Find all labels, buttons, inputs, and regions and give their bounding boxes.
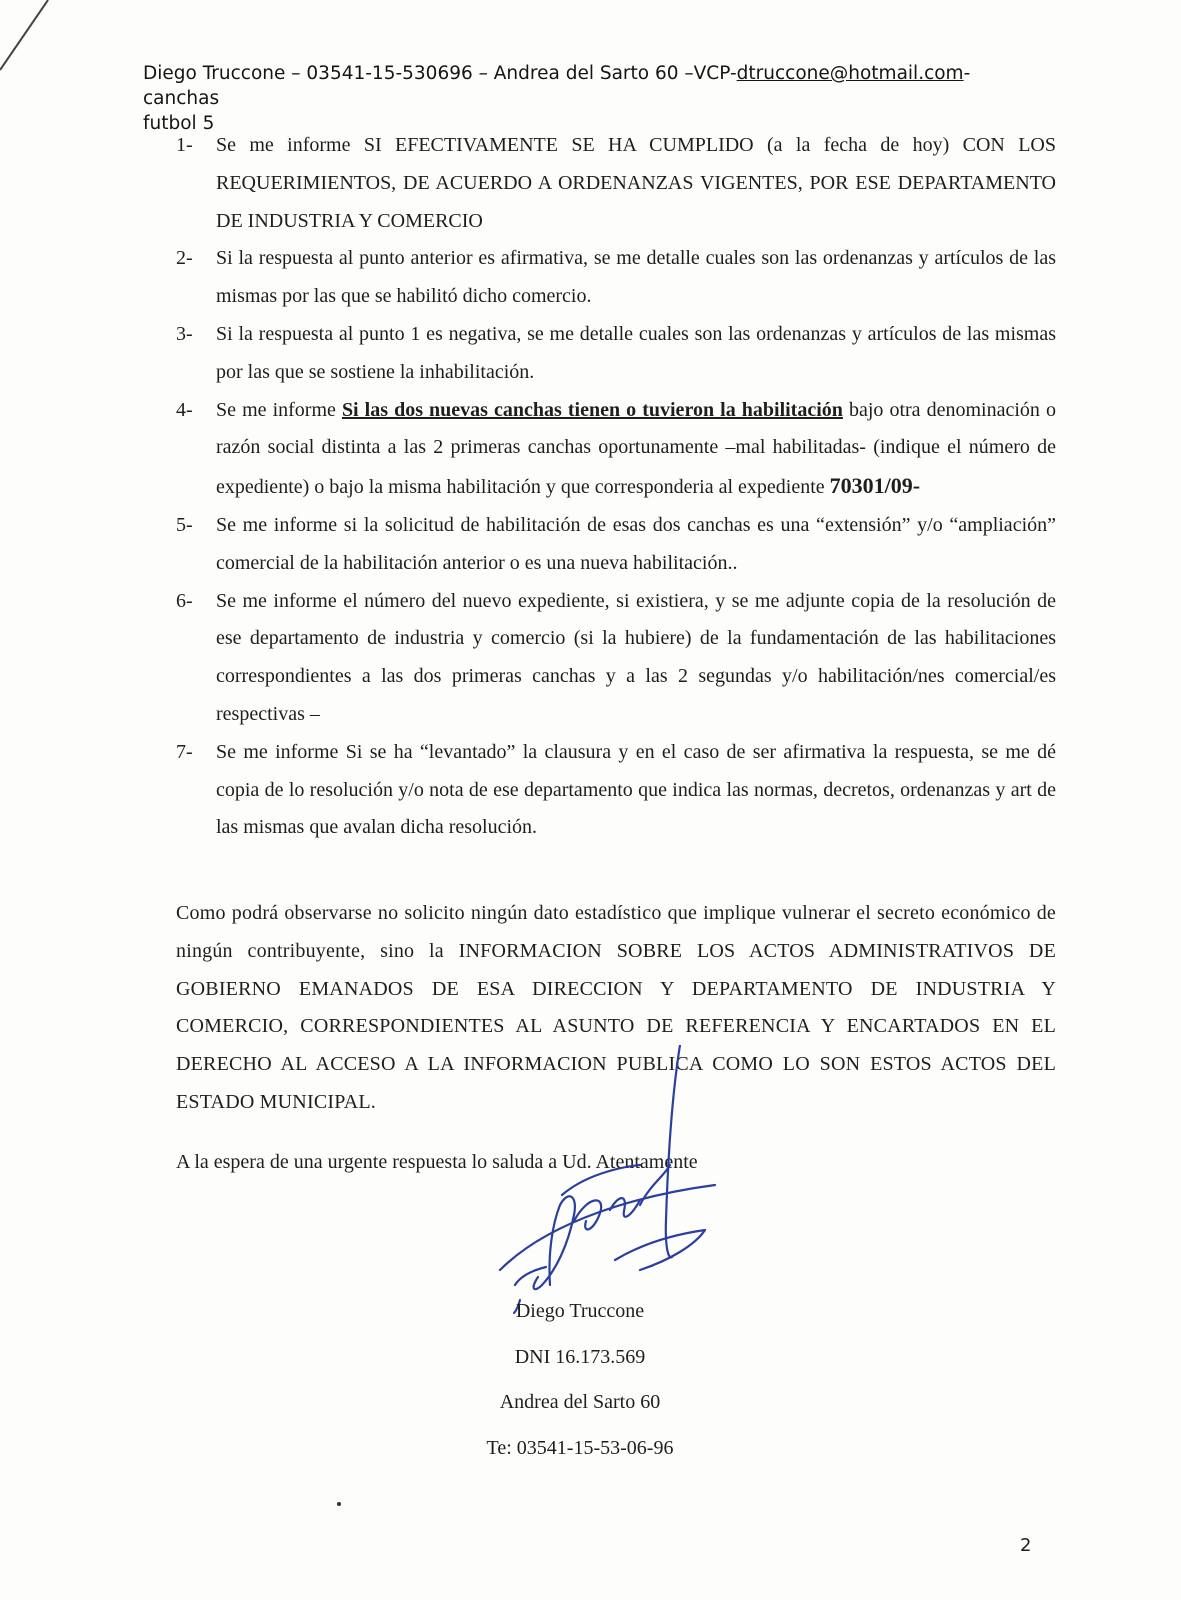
handwritten-signature — [490, 1045, 720, 1315]
list-item-number: 4- — [176, 398, 193, 421]
signature-block — [430, 1289, 730, 1471]
page-corner-fold — [0, 0, 60, 90]
emphasized-question: Si las dos nuevas canchas tienen o tuvieron la habilitación — [341, 398, 843, 421]
list-item — [176, 507, 1056, 583]
list-item-text — [216, 392, 1056, 507]
list-item-text: Se me informe si la solicitud de habilitación de esas dos canchas es una “extensión” y/o “ampliación” comercial de la habilitación anterior o es una nueva habilitación.. — [216, 513, 1056, 574]
list-item-text: Si la respuesta al punto anterior es afirmativa, se me detalle cuales son las ordenanzas y artículos de las mismas por las que se habilitó dicho comercio. — [216, 247, 1056, 308]
list-item-number: 1- — [176, 134, 193, 156]
list-item-text: Si la respuesta al punto 1 es negativa, se me detalle cuales son las ordenanzas y artículos de las mismas por las que se sostiene la inhabilitación. — [216, 322, 1056, 383]
list-item-number: 5- — [176, 513, 193, 536]
header-subject: - canchas — [143, 63, 971, 109]
signer-name: Diego Truccone — [515, 1300, 645, 1322]
list-item-number: 2- — [176, 247, 193, 270]
expediente-number: 70301/09- — [829, 473, 921, 499]
header-contact: Diego Truccone – 03541-15-530696 – Andrea del Sarto 60 –VCP- — [143, 63, 737, 84]
header-line-1 — [143, 61, 1043, 111]
letter-header — [143, 61, 1043, 136]
list-item — [176, 583, 1056, 734]
list-item-text: Se me informe el número del nuevo expediente, si existiera, y se me adjunte copia de la resolución de ese departamento de industria y comercio (si la hubiere) de la fundamentación de las habilitaciones correspondientes a las dos primeras canchas y a las 2 segundas y/o habilitación/nes comercial/es respectivas – — [216, 589, 1056, 725]
list-item-text: Se me informe SI EFECTIVAMENTE SE HA CUMPLIDO (a la fecha de hoy) CON LOS REQUERIMIENTOS, DE ACUERDO A ORDENANZAS VIGENTES, POR ESE DEPARTAMENTO DE INDUSTRIA Y COMERCIO — [216, 134, 1056, 232]
list-item — [176, 392, 1056, 507]
header-email-link[interactable]: dtruccone@hotmail.com — [736, 63, 964, 84]
header-line-2: futbol 5 — [143, 113, 215, 134]
signer-address: Andrea del Sarto 60 — [499, 1391, 661, 1413]
request-list — [176, 127, 1056, 847]
signer-dni: DNI 16.173.569 — [514, 1345, 646, 1368]
signer-phone: Te: 03541-15-53-06-96 — [486, 1436, 674, 1459]
list-item-text: Se me informe Si se ha “levantado” la clausura y en el caso de ser afirmativa la respuesta, se me dé copia de lo resolución y/o nota de ese departamento que indica las normas, decretos, ordenanzas y art de las mismas que avalan dicha resolución. — [216, 740, 1056, 839]
list-item — [176, 240, 1056, 316]
list-item — [176, 316, 1056, 392]
body-paragraph: Como podrá observarse no solicito ningún dato estadístico que implique vulnerar el secreto económico de ningún contribuyente, sino la INFORMACION SOBRE LOS ACTOS ADMINISTRATIVOS DE GOBIERNO EMANADOS DE ESA DIRECCION Y DEPARTAMENTO DE INDUSTRIA Y COMERCIO, CORRESPONDIENTES AL ASUNTO DE REFERENCIA Y ENCARTADOS EN EL DERECHO AL ACCESO A LA INFORMACION PUBLICA COMO LO SON ESTOS ACTOS DEL ESTADO MUNICIPAL. — [176, 902, 1056, 1113]
list-item-number: 6- — [176, 589, 193, 612]
closing-line: A la espera de una urgente respuesta lo saluda a Ud. Atentamente — [176, 1151, 698, 1173]
list-item — [176, 734, 1056, 847]
list-item — [176, 127, 1056, 240]
list-item-number: 7- — [176, 740, 193, 763]
page-number: 2 — [1020, 1535, 1032, 1556]
list-item-text-rest: bajo otra denominación o razón social distinta a las 2 primeras canchas oportunamente –mal habilitadas- (indique el número de expediente) o bajo la misma habilitación y que corresponderia al expediente — [216, 398, 1056, 499]
list-item-number: 3- — [176, 322, 193, 345]
scan-speck — [337, 1502, 341, 1506]
list-item-text-start: Se me informe — [216, 398, 342, 421]
